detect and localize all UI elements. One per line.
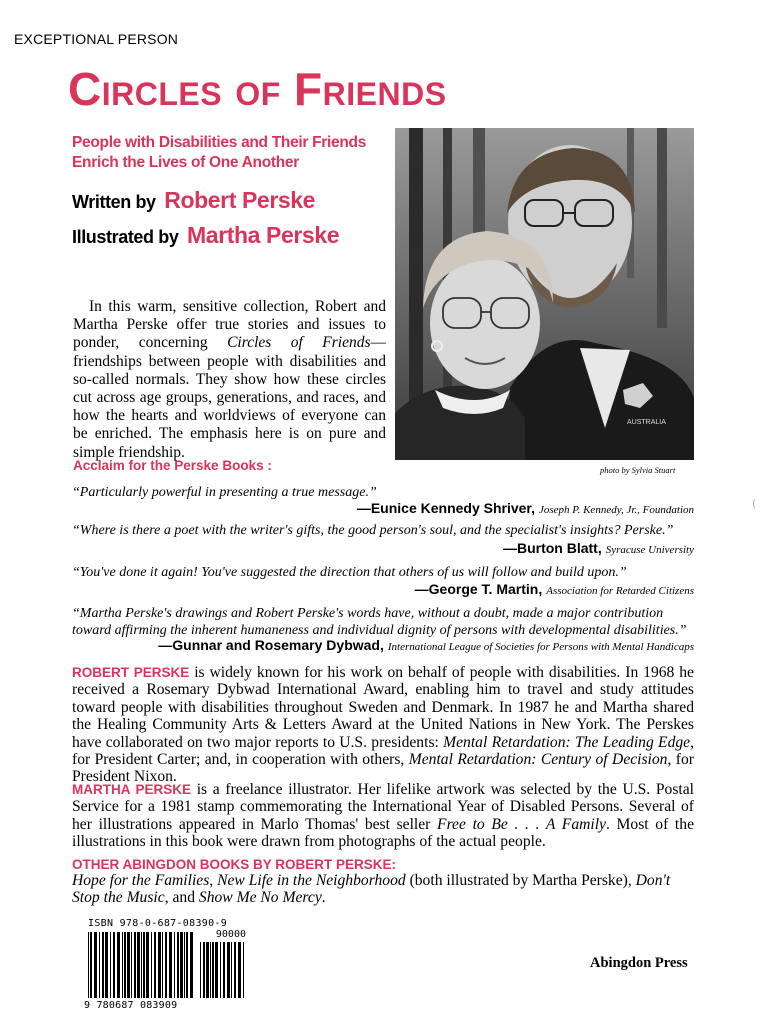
isbn-text: ISBN 978-0-687-08390-9 (88, 918, 228, 929)
illustrator-name: Martha Perske (187, 222, 340, 248)
publisher-name: Abingdon Press (590, 955, 688, 971)
barcode-bar (184, 932, 185, 998)
quote-1-name: —Eunice Kennedy Shriver, (356, 500, 535, 516)
book-subtitle (72, 133, 392, 173)
other-books-list (72, 872, 694, 907)
barcode-bar (105, 932, 108, 998)
barcode-bar (210, 942, 211, 998)
barcode-bar (127, 932, 130, 998)
written-by-label: Written by (72, 192, 156, 212)
author-name: Robert Perske (164, 187, 316, 213)
barcode-bar (124, 932, 126, 998)
other-book-2: New Life in the Neighborhood (217, 872, 406, 889)
barcode-bar (154, 932, 156, 998)
quote-2-name: —Burton Blatt, (502, 540, 602, 556)
barcode-bar (143, 932, 145, 998)
robert-bio-text-1: is widely known for his work on behalf of people with disabilities. In 1968 he received a Rosemary Dybwad International Award, enabling him to travel and study attitudes toward people with disabilities throughout Sweden and Denmark. In 1987 he and Martha shared the Healing Community Arts & Letters Award at the United Nations in New York. The Perskes have collaborated on two major reports to U.S. presidents: (72, 664, 694, 751)
book-title: Circles of Friends (68, 63, 447, 115)
other-book-3: Don't Stop the Music (72, 872, 671, 907)
barcode-bar (117, 932, 120, 998)
barcode (86, 930, 248, 1000)
barcode-bar (220, 942, 221, 998)
quote-4-affiliation: International League of Societies for Persons with Mental Handicaps (387, 641, 694, 653)
quote-4-text: “Martha Perske's drawings and Robert Perske's words have, without a doubt, made a major contribution toward affirming the inherent humaneness and individual dignity of persons with developmental disabilities.” (72, 606, 687, 638)
author-photo-illustration (395, 128, 694, 460)
quote-2-attribution (503, 540, 694, 559)
barcode-bar (190, 932, 193, 998)
quote-4-attribution (158, 637, 694, 656)
barcode-bar (200, 942, 201, 998)
barcode-bar (162, 932, 163, 998)
author-credit (72, 187, 315, 214)
martha-bio-text-1: is a freelance illustrator. Her lifelike artwork was selected by the U.S. Postal Service for a 1981 stamp commemorating the International Year of Disabled Persons. Several of her illustrations appeared in Marlo Thomas' best seller (72, 781, 694, 833)
illustrated-by-label: Illustrated by (72, 227, 179, 247)
robert-bio-italic-2: Mental Retardation: Century of Decision (408, 751, 668, 769)
martha-bio-name: MARTHA PERSKE (72, 782, 192, 797)
other-books-middle-text: (both illustrated by Martha Perske), (405, 872, 636, 889)
edge-mark: ( (752, 497, 757, 510)
barcode-bar (113, 932, 115, 998)
martha-bio (72, 781, 694, 851)
intro-paragraph (73, 298, 386, 462)
robert-bio (72, 664, 694, 786)
barcode-bar (151, 932, 152, 998)
barcode-bar (94, 932, 97, 998)
quote-3-affiliation: Association for Retarded Citizens (546, 585, 694, 597)
barcode-bar (102, 932, 104, 998)
other-book-4: Show Me No Mercy (198, 889, 322, 907)
barcode-bar (238, 942, 241, 998)
ean-number: 9 780687 083909 (84, 1000, 178, 1011)
quote-1-text: “Particularly powerful in presenting a true message.” (72, 485, 377, 500)
robert-bio-text-2: , for President Carter; and, in cooperation with others, (72, 733, 695, 769)
barcode-bar (243, 942, 244, 998)
subtitle-line-2: Enrich the Lives of One Another (72, 154, 299, 171)
barcode-bar (186, 932, 188, 998)
quote-3-attribution (415, 581, 694, 600)
sweater-text: AUSTRALIA (627, 419, 666, 426)
acclaim-heading: Acclaim for the Perske Books : (73, 458, 272, 473)
barcode-bar (203, 942, 205, 998)
other-books-heading: OTHER ABINGDON BOOKS BY ROBERT PERSKE: (72, 857, 397, 872)
quote-4-name: —Gunnar and Rosemary Dybwad, (158, 637, 384, 653)
intro-title-italic: Circles of Friends (227, 334, 371, 352)
barcode-bar (137, 932, 140, 998)
barcode-bar (141, 932, 142, 998)
robert-bio-italic-1: Mental Retardation: The Leading Edge (443, 733, 691, 751)
intro-text-2: —friendships between people with disabilities and so-called normals. They show how these circles cut across age groups, generations, and races, and how the hearts and worldviews of everyone can be enriched. The emphasis here is on pure and simple friendship. (73, 334, 386, 461)
robert-bio-name: ROBERT PERSKE (72, 665, 190, 680)
barcode-graphic (86, 930, 248, 1000)
series-label: EXCEPTIONAL PERSON (14, 31, 179, 47)
barcode-bar (227, 942, 230, 998)
other-books-end: . (321, 889, 326, 907)
barcode-bar (169, 932, 172, 998)
subtitle-line-1: People with Disabilities and Their Friends (72, 134, 367, 151)
quote-1-affiliation: Joseph P. Kennedy, Jr., Foundation (539, 504, 694, 516)
barcode-bar (90, 932, 92, 998)
barcode-bar (131, 932, 132, 998)
barcode-bar (177, 932, 179, 998)
illustrator-credit (72, 222, 339, 249)
barcode-bar (99, 932, 100, 998)
martha-bio-italic: Free to Be . . . A Family (437, 815, 606, 833)
other-books-separator-2: , and (164, 889, 199, 907)
martha-bio-text-2: . Most of the illustrations in this book were drawn from photographs of the actual people. (72, 815, 694, 851)
barcode-bar (206, 942, 209, 998)
other-book-1: Hope for the Families (72, 872, 210, 889)
other-books-separator-1: , (209, 872, 218, 889)
barcode-bar (212, 942, 214, 998)
barcode-bar (122, 932, 123, 998)
quote-1-attribution (357, 500, 694, 519)
barcode-bar (88, 932, 89, 998)
barcode-bar (231, 942, 232, 998)
barcode-bar (110, 932, 111, 998)
barcode-bar (134, 932, 136, 998)
quote-2-text: “Where is there a poet with the writer's gifts, the good person's soul, and the specialist's insights? Perske.” (72, 523, 674, 538)
barcode-bar (180, 932, 183, 998)
barcode-bar (165, 932, 167, 998)
robert-bio-text-3: , for President Nixon. (72, 751, 694, 786)
barcode-bar (146, 932, 149, 998)
quote-3-text: “You've done it again! You've suggested the direction that others of us will follow and build upon.” (72, 565, 627, 580)
photo-credit: photo by Sylvia Stuart (600, 465, 676, 475)
intro-text-1: In this warm, sensitive collection, Robert and Martha Perske offer true stories and issues to ponder, concerning (73, 298, 386, 352)
barcode-bar (215, 942, 218, 998)
quote-3-name: —George T. Martin, (414, 581, 543, 597)
barcode-bar (158, 932, 161, 998)
barcode-bar (174, 932, 175, 998)
author-photo (395, 128, 694, 460)
quote-2-affiliation: Syracuse University (605, 544, 694, 556)
barcode-bar (223, 942, 225, 998)
price-code: 90000 (215, 930, 246, 940)
barcode-bar (234, 942, 236, 998)
